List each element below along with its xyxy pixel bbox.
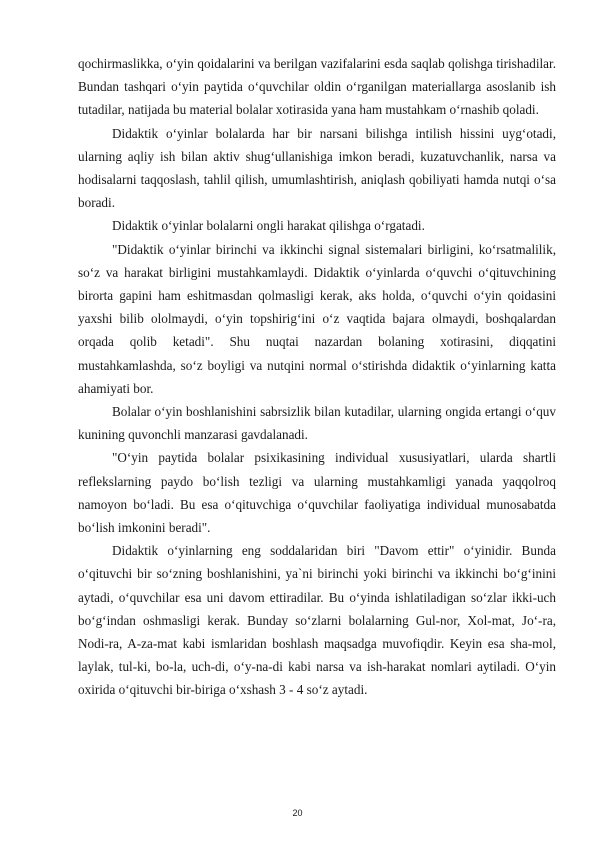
paragraph: Didaktik o‘yinlar bolalarni ongli harakat qilishga o‘rgatadi.	[112, 218, 425, 234]
document-body	[78, 52, 556, 702]
paragraph: Bolalar o‘yin boshlanishini sabrsizlik bilan kutadilar, ularning ongida ertangi o‘quv kunining quvonchli manzarasi gavdalanadi.	[78, 404, 556, 443]
paragraph: "Didaktik o‘yinlar birinchi va ikkinchi signal sistemalari birligini, ko‘rsatmalilik, so‘z va harakat birligini mustahkamlaydi. Didaktik o‘yinlarda o‘quvchi o‘qituvchining birorta gapini ham eshitmasdan qolmasligi kerak, aks holda, o‘quvchi o‘yin qoidasini yaxshi bilib ololmaydi, o‘yin topshirig‘ini o‘z vaqtida bajara olmaydi, boshqalardan orqada qolib ketadi". Shu nuqtai nazardan bolaning xotirasini, diqqatini mustahkamlashda, so‘z boyligi va nutqini normal o‘stirishda didaktik o‘yinlarning katta ahamiyati bor.	[78, 241, 556, 396]
paragraph: Didaktik o‘yinlarning eng soddalaridan biri "Davom ettir" o‘yinidir. Bunda o‘qituvchi bir so‘zning boshlanishini, ya`ni birinchi yoki birinchi va ikkinchi bo‘g‘inini aytadi, o‘quvchilar esa uni davom ettiradilar. Bu o‘yinda ishlatiladigan so‘zlar ikki-uch bo‘g‘indan oshmasligi kerak. Bunday so‘zlarni bolalarning Gul-nor, Xol-mat, Jo‘-ra, Nodi-ra, A-za-mat kabi ismlaridan boshlash maqsadga muvofiqdir. Keyin esa sha-mol, laylak, tul-ki, bo-la, uch-di, o‘y-na-di kabi narsa va ish-harakat nomlari aytiladi. O‘yin oxirida o‘qituvchi bir-biriga o‘xshash 3 - 4 so‘z aytadi.	[78, 543, 556, 698]
paragraph: qochirmaslikka, o‘yin qoidalarini va berilgan vazifalarini esda saqlab qolishga tirishadilar. Bundan tashqari o‘yin paytida o‘quvchilar oldin o‘rganilgan materiallarga asoslanib ish tutadilar, natijada bu material bolalar xotirasida yana ham mustahkam o‘rnashib qoladi.	[78, 56, 556, 118]
paragraph: "O‘yin paytida bolalar psixikasining individual xususiyatlari, ularda shartli reflekslarning paydo bo‘lish tezligi va ularning mustahkamligi yanada yaqqolroq namoyon bo‘ladi. Bu esa o‘qituvchiga o‘quvchilar faoliyatiga individual munosabatda bo‘lish imkonini beradi".	[78, 450, 556, 536]
paragraph: Didaktik o‘yinlar bolalarda har bir narsani bilishga intilish hissini uyg‘otadi, ularning aqliy ish bilan aktiv shug‘ullanishiga imkon beradi, kuzatuvchanlik, narsa va hodisalarni taqqoslash, tahlil qilish, umumlashtirish, aniqlash qobiliyati hamda nutqi o‘sa boradi.	[78, 125, 556, 211]
page-number: 20	[292, 808, 303, 818]
